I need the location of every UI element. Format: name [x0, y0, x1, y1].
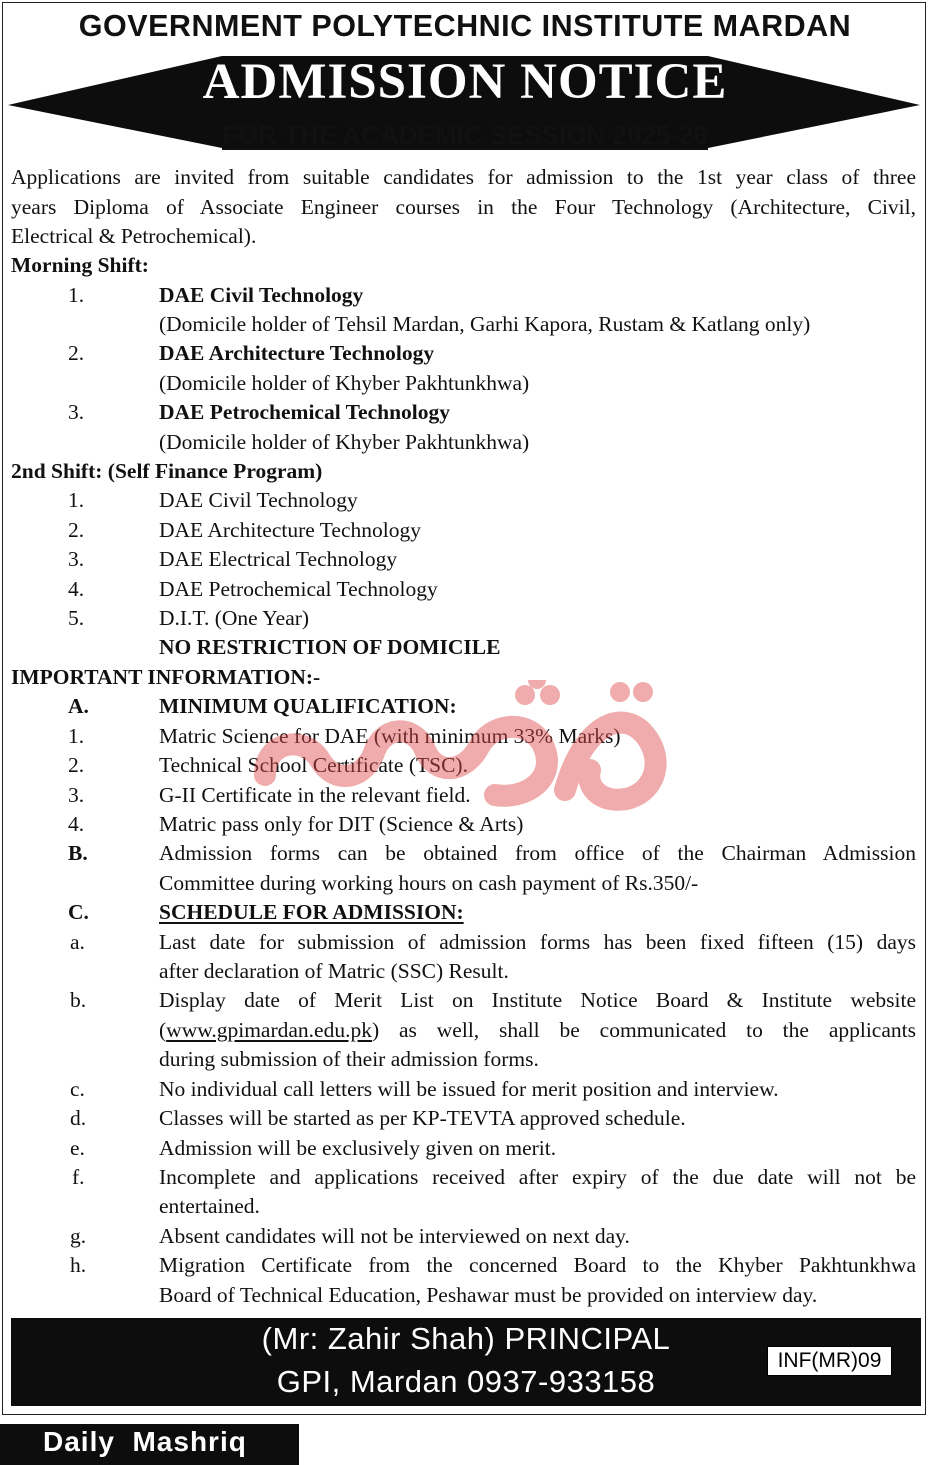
- section-label: B.: [68, 841, 88, 865]
- course-name: DAE Petrochemical Technology: [159, 400, 451, 424]
- list-letter: a.: [70, 930, 85, 954]
- schedule-line: Last date for submission of admission forms has been fixed fifteen (15) days: [159, 930, 916, 954]
- list-number: 1.: [68, 488, 85, 512]
- qualification-item: G-II Certificate in the relevant field.: [159, 783, 471, 807]
- qualification-heading: MINIMUM QUALIFICATION:: [159, 694, 457, 718]
- session-text: FOR THE ACADEMIC SESSION 2025-26: [222, 120, 708, 150]
- notice-title: ADMISSION NOTICE: [202, 54, 728, 110]
- schedule-line: Board of Technical Education, Peshawar must be provided on interview day.: [159, 1283, 818, 1307]
- list-letter: b.: [70, 988, 87, 1012]
- list-number: 2.: [68, 753, 85, 777]
- inf-code-box: INF(MR)09: [767, 1346, 892, 1376]
- course-name: DAE Civil Technology: [159, 488, 358, 512]
- list-number: 5.: [68, 606, 85, 630]
- schedule-line: No individual call letters will be issued for merit position and interview.: [159, 1077, 779, 1101]
- principal-signature: (Mr: Zahir Shah) PRINCIPAL: [261, 1321, 671, 1356]
- institute-name: GOVERNMENT POLYTECHNIC INSTITUTE MARDAN: [78, 9, 852, 43]
- schedule-line: Absent candidates will not be interviewed on next day.: [159, 1224, 630, 1248]
- schedule-line: Incomplete and applications received after expiry of the due date will not be: [159, 1165, 916, 1189]
- qualification-item: Matric pass only for DIT (Science & Arts): [159, 812, 524, 836]
- morning-shift-heading: Morning Shift:: [11, 253, 149, 277]
- list-number: 1.: [68, 283, 85, 307]
- schedule-line: after declaration of Matric (SSC) Result.: [159, 959, 509, 983]
- domicile-restriction-note: NO RESTRICTION OF DOMICILE: [159, 635, 501, 659]
- important-heading: IMPORTANT INFORMATION:-: [11, 665, 321, 689]
- schedule-line: Display date of Merit List on Institute Notice Board & Institute website: [159, 988, 916, 1012]
- list-letter: h.: [70, 1253, 87, 1277]
- schedule-line: Admission will be exclusively given on merit.: [159, 1136, 557, 1160]
- list-letter: f.: [72, 1165, 85, 1189]
- list-number: 2.: [68, 518, 85, 542]
- domicile-note: (Domicile holder of Tehsil Mardan, Garhi Kapora, Rustam & Katlang only): [159, 312, 811, 336]
- qualification-item: Matric Science for DAE (with minimum 33% Marks): [159, 724, 621, 748]
- course-name: DAE Civil Technology: [159, 283, 364, 307]
- second-shift-heading: 2nd Shift: (Self Finance Program): [11, 459, 323, 483]
- list-number: 2.: [68, 341, 85, 365]
- list-letter: c.: [70, 1077, 85, 1101]
- schedule-line: Migration Certificate from the concerned Board to the Khyber Pakhtunkhwa: [159, 1253, 916, 1277]
- list-number: 3.: [68, 547, 85, 571]
- institute-contact: GPI, Mardan 0937-933158: [276, 1364, 656, 1399]
- website-link[interactable]: www.gpimardan.edu.pk: [166, 1018, 372, 1042]
- schedule-line-with-link: [159, 1016, 916, 1045]
- course-name: DAE Architecture Technology: [159, 341, 435, 365]
- forms-info-line: Admission forms can be obtained from office of the Chairman Admission: [159, 841, 916, 865]
- schedule-line: Classes will be started as per KP-TEVTA approved schedule.: [159, 1106, 686, 1130]
- domicile-note: (Domicile holder of Khyber Pakhtunkhwa): [159, 430, 530, 454]
- section-label: C.: [68, 900, 89, 924]
- schedule-line: during submission of their admission forms.: [159, 1047, 539, 1071]
- course-name: DAE Petrochemical Technology: [159, 577, 438, 601]
- forms-info-line: Committee during working hours on cash payment of Rs.350/-: [159, 871, 699, 895]
- domicile-note: (Domicile holder of Khyber Pakhtunkhwa): [159, 371, 530, 395]
- list-number: 3.: [68, 783, 85, 807]
- intro-line: Electrical & Petrochemical).: [11, 224, 257, 248]
- list-number: 3.: [68, 400, 85, 424]
- section-label: A.: [68, 694, 89, 718]
- session-line: [0, 120, 930, 151]
- newspaper-name: Daily Mashriq: [43, 1426, 247, 1457]
- list-letter: g.: [70, 1224, 87, 1248]
- schedule-heading: SCHEDULE FOR ADMISSION:: [159, 900, 464, 924]
- course-name: DAE Electrical Technology: [159, 547, 398, 571]
- paren-open: (: [159, 1018, 167, 1042]
- list-number: 4.: [68, 812, 85, 836]
- schedule-line-rest: ) as well, shall be communicated to the applicants: [371, 1018, 916, 1042]
- qualification-item: Technical School Certificate (TSC).: [159, 753, 468, 777]
- intro-line: years Diploma of Associate Engineer courses in the Four Technology (Architecture, Civil,: [11, 195, 916, 219]
- list-letter: e.: [70, 1136, 85, 1160]
- course-name: D.I.T. (One Year): [159, 606, 310, 630]
- course-name: DAE Architecture Technology: [159, 518, 421, 542]
- schedule-line: entertained.: [159, 1194, 260, 1218]
- list-number: 4.: [68, 577, 85, 601]
- newspaper-watermark-logo: [225, 680, 725, 820]
- list-number: 1.: [68, 724, 85, 748]
- list-letter: d.: [70, 1106, 87, 1130]
- intro-line: Applications are invited from suitable candidates for admission to the 1st year class of three: [11, 165, 916, 189]
